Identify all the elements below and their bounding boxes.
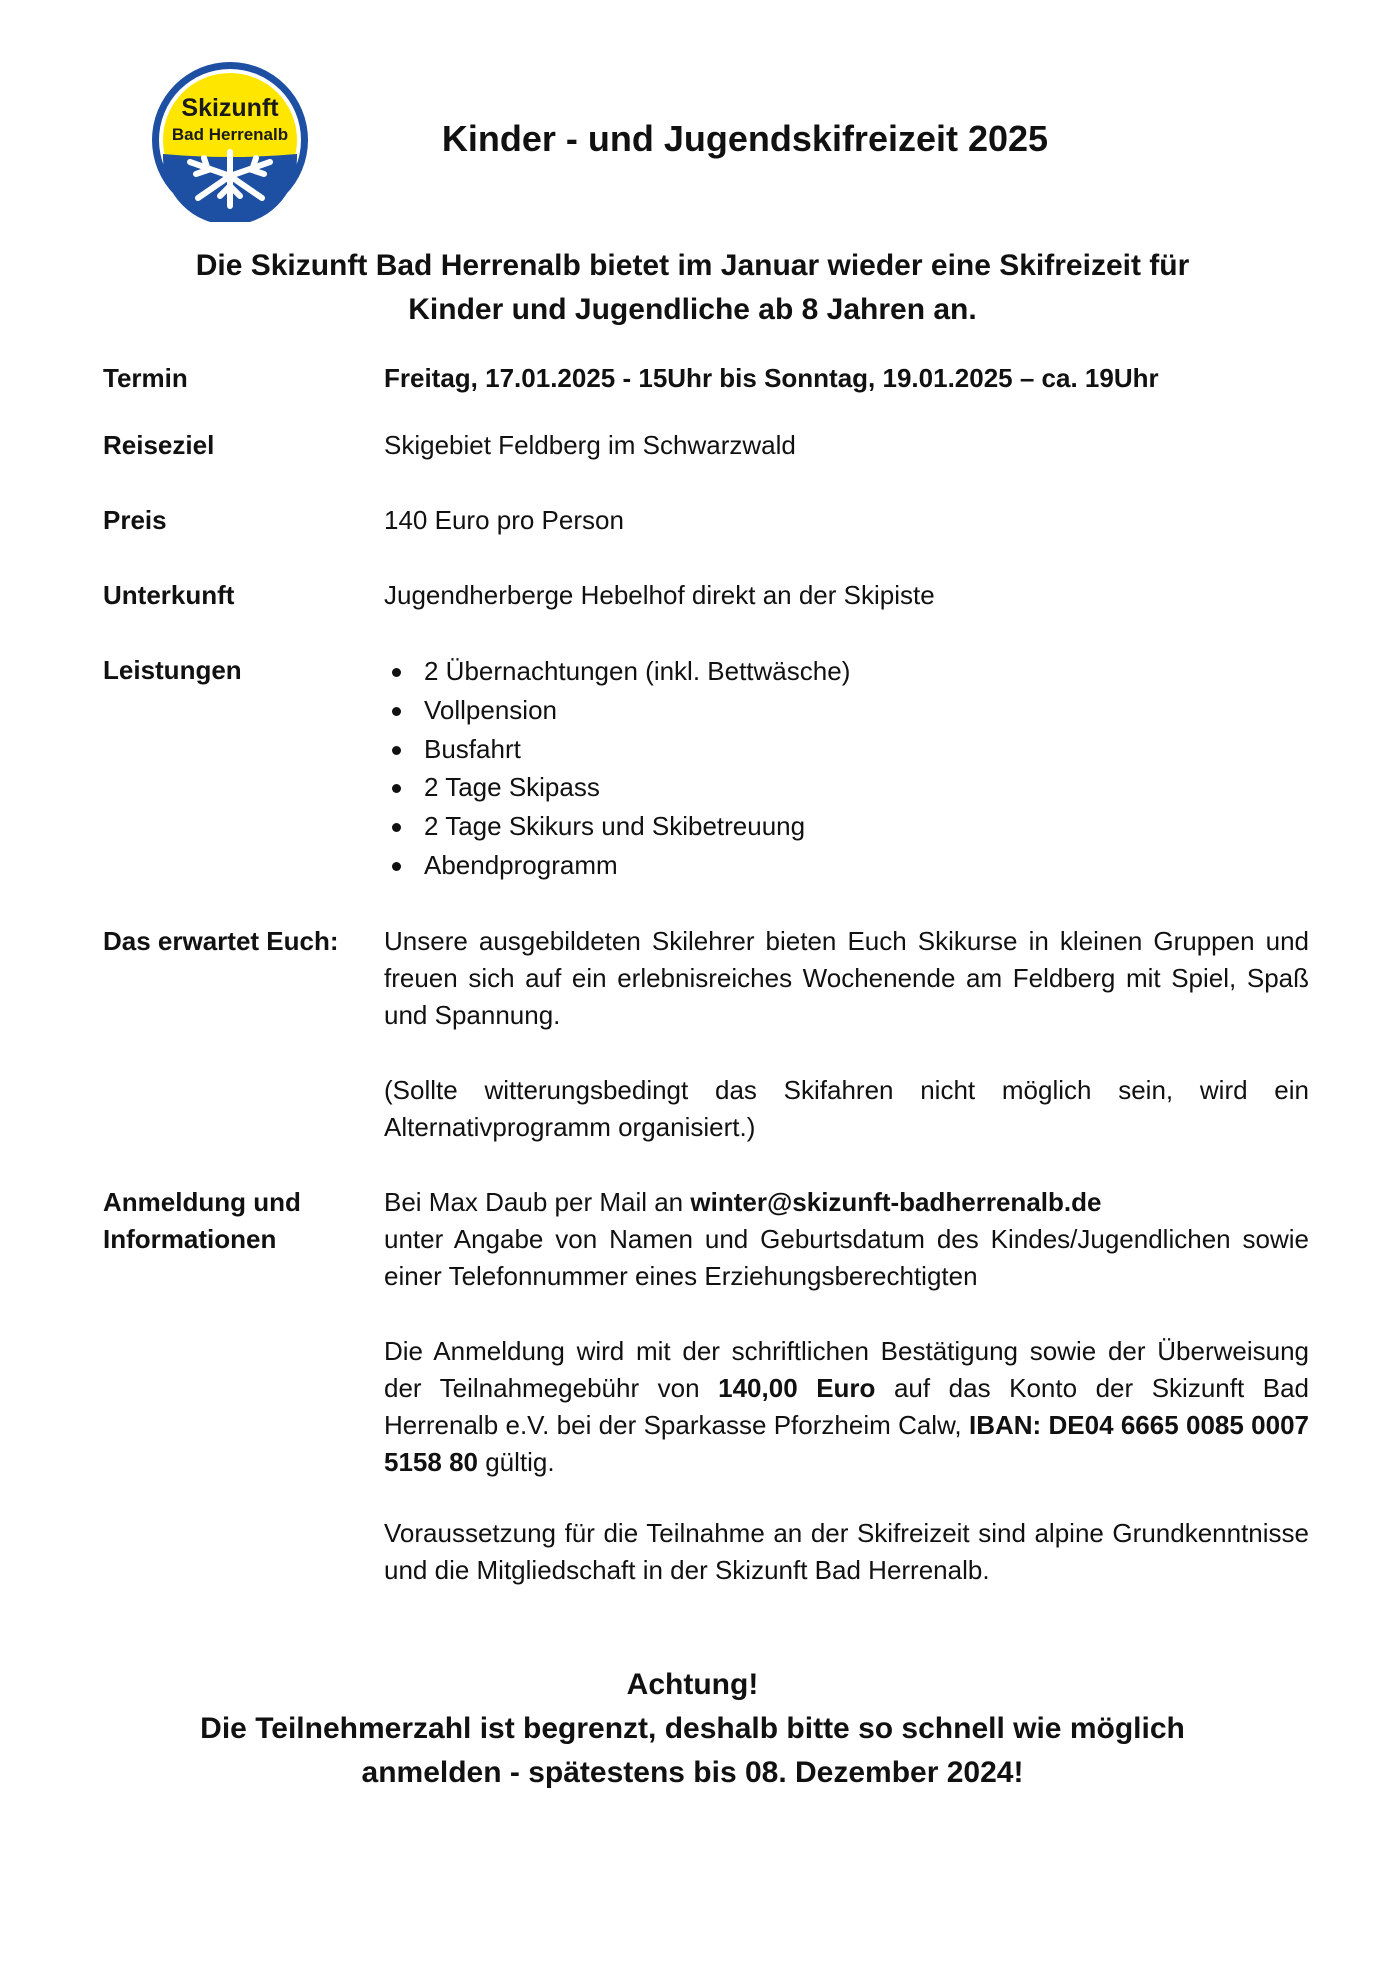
fee-amount: 140,00 Euro [718, 1373, 876, 1403]
intro-line: Die Skizunft Bad Herrenalb bietet im Januar wieder eine Skifreizeit für [195, 249, 1190, 282]
list-item-text: 2 Übernachtungen (inkl. Bettwäsche) [424, 656, 851, 686]
logo-text-line2: Bad Herrenalb [171, 125, 289, 144]
anmeldung-label-line: Informationen [103, 1224, 277, 1254]
reiseziel-label: Reiseziel [103, 430, 215, 460]
bullet-icon [392, 668, 401, 677]
anmeldung-label-line: Anmeldung und [103, 1187, 301, 1217]
bullet-icon [392, 707, 401, 716]
list-item [384, 730, 1309, 769]
bullet-icon [392, 862, 401, 871]
erwartet-note: (Sollte witterungsbedingt das Skifahren nicht möglich sein, wird ein Alternativprogramm organisiert.) [384, 1075, 1309, 1142]
notice-line: anmelden - spätestens bis 08. Dezember 2024! [361, 1756, 1024, 1789]
page-title: Kinder - und Jugendskifreizeit 2025 [441, 118, 1049, 159]
erwartet-label: Das erwartet Euch: [103, 926, 339, 956]
iban: IBAN: DE04 6665 0085 0007 5158 80 [384, 1410, 1309, 1477]
bullet-icon [392, 746, 401, 755]
bullet-icon [392, 823, 401, 832]
requirements-paragraph: Voraussetzung für die Teilnahme an der Skifreizeit sind alpine Grundkenntnisse und die Mitgliedschaft in der Skizunft Bad Herrenalb. [384, 1518, 1309, 1585]
notice-block [60, 1663, 1325, 1795]
list-item-text: Vollpension [424, 694, 557, 725]
intro-text [60, 244, 1325, 332]
payment-paragraph [384, 1333, 1309, 1481]
anmeldung-text: unter Angabe von Namen und Geburtsdatum des Kindes/Jugendlichen sowie einer Telefonnummer eines Erziehungsberechtigten [384, 1224, 1309, 1291]
anmeldung-paragraph [384, 1184, 1309, 1295]
list-item-text: Abendprogramm [424, 849, 618, 880]
bullet-icon [392, 784, 401, 793]
termin-label: Termin [103, 363, 188, 393]
leistungen-list-wrap [384, 652, 1309, 885]
payment-text: Die Anmeldung wird mit der schriftlichen Bestätigung sowie der Überweisung der Teilnahmegebühr von [384, 1336, 1309, 1403]
reiseziel-value: Skigebiet Feldberg im Schwarzwald [384, 430, 796, 460]
payment-text: auf das Konto der Skizunft Bad Herrenalb e.V. bei der Sparkasse Pforzheim Calw, [384, 1373, 1309, 1440]
list-item [384, 652, 1309, 691]
leistungen-list [384, 652, 1309, 885]
payment-text: gültig. [477, 1447, 555, 1477]
erwartet-paragraph: Unsere ausgebildeten Skilehrer bieten Euch Skikurse in kleinen Gruppen und freuen sich auf ein erlebnisreiches Wochenende am Feldberg mit Spiel, Spaß und Spannung. [384, 926, 1309, 1030]
skizunft-logo [148, 58, 312, 222]
logo-text-line1: Skizunft [181, 94, 279, 122]
list-item-text: Busfahrt [424, 733, 521, 764]
leistungen-label: Leistungen [103, 655, 242, 685]
list-item-text: 2 Tage Skikurs und Skibetreuung [424, 811, 806, 842]
anmeldung-text: Bei Max Daub per Mail an [384, 1187, 691, 1217]
preis-value: 140 Euro pro Person [384, 505, 624, 535]
termin-value: Freitag, 17.01.2025 - 15Uhr bis Sonntag, 19.01.2025 – ca. 19Uhr [384, 363, 1159, 393]
preis-label: Preis [103, 505, 167, 535]
intro-line: Kinder und Jugendliche ab 8 Jahren an. [408, 293, 977, 326]
notice-heading: Achtung! [626, 1668, 759, 1701]
unterkunft-label: Unterkunft [103, 580, 235, 610]
list-item [384, 846, 1309, 885]
list-item [384, 807, 1309, 846]
list-item-text: 2 Tage Skipass [424, 772, 600, 803]
list-item [384, 768, 1309, 807]
email-link[interactable]: winter@skizunft-badherrenalb.de [690, 1187, 1102, 1217]
notice-line: Die Teilnehmerzahl ist begrenzt, deshalb bitte so schnell wie möglich [200, 1712, 1185, 1745]
anmeldung-label [103, 1184, 301, 1258]
list-item [384, 691, 1309, 730]
unterkunft-value: Jugendherberge Hebelhof direkt an der Skipiste [384, 580, 935, 610]
